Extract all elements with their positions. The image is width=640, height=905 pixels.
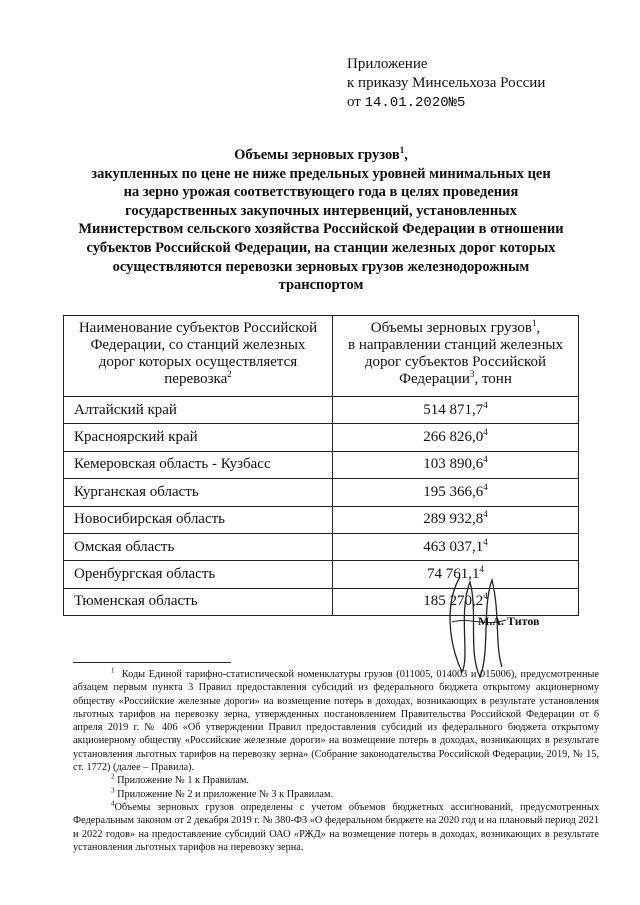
title-line: Объемы зерновых грузов$^1$,	[234, 145, 408, 163]
table-row	[64, 451, 579, 478]
volume-cell: 74 761,1$^4$	[333, 561, 579, 588]
title-line: государственных закупочных интервенций, установленных	[125, 202, 517, 219]
table-row	[64, 397, 579, 424]
region-cell: Красноярский край	[64, 424, 333, 451]
region-cell: Курганская область	[64, 479, 333, 506]
footnote-item: $^2$ Приложение № 1 к Правилам.	[111, 772, 249, 787]
table-row	[64, 533, 579, 560]
region-cell: Тюменская область	[64, 588, 333, 615]
footnote-item: $^3$ Приложение № 2 и приложение № 3 к Правилам.	[111, 786, 334, 800]
volume-cell: 266 826,0$^4$	[333, 424, 579, 451]
appendix-order: к приказу Минсельхоза России	[347, 75, 546, 91]
footnotes	[73, 668, 599, 854]
volume-cell: 463 037,1$^4$	[333, 533, 579, 560]
footnote-item: $^1$ Коды Единой тарифно-статистической номенклатуры грузов (011005, 014003 и 015006), предусмотренные абзацем первым пункта 3 Правил предоставления субсидий из федерального бюджета открытому акционерному обществу «Российские железные дороги» на возмещение потерь в доходах, возникающих в результате установления льготных тарифов на перевозку зерна, утвержденных постановлением Правительства Российской Федерации от 6 апреля 2019 г. № 406 «Об утверждении Правил предоставления субсидий из федерального бюджета открытому акционерному обществу «Российские железные дороги» на возмещение потерь в доходах, возникающих в результате установления льготных тарифов на перевозку зерна» (Собрание законодательства Российской Федерации, 2019, № 15, ст. 1772) (далее – Правила).	[73, 666, 599, 774]
footnote-mark: 2	[227, 369, 232, 379]
region-cell: Омская область	[64, 533, 333, 560]
title-line: на зерно урожая соответствующего года в целях проведения	[123, 184, 519, 201]
footnote-divider	[73, 662, 231, 663]
signer-name: М.А. Титов	[478, 614, 540, 628]
region-cell: Оренбургская область	[64, 561, 333, 588]
appendix-number: №5	[448, 95, 466, 111]
region-cell: Алтайский край	[64, 397, 333, 424]
header-region: Наименование субъектов Российской Федерации, со станций железных дорог которых осуществляется перевозка$^2$	[64, 316, 333, 397]
table-header-row	[64, 316, 579, 397]
table-row	[64, 479, 579, 506]
volume-cell: 514 871,7$^4$	[333, 397, 579, 424]
footnote-item: $^4$Объемы зерновых грузов определены с учетом объемов бюджетных ассигнований, предусмотренных Федеральным законом от 2 декабря 2019 г. № 380-ФЗ «О федеральном бюджете на 2020 год и на плановый период 2021 и 2022 годов» на предоставление субсидий ОАО «РЖД» на возмещение потерь в доходах, возникающих в результате установления льготных тарифов на перевозку зерна.	[73, 799, 599, 853]
appendix-date-line	[347, 93, 545, 113]
volume-cell: 195 366,6$^4$	[333, 479, 579, 506]
title-line: транспортом	[278, 277, 364, 294]
header-volume: Объемы зерновых грузов$^1$, в направлении станций железных дорог субъектов Российской Федерации$^3$, тонн	[333, 316, 579, 397]
title-line: осуществляются перевозки зерновых грузов железнодорожным	[112, 258, 530, 275]
table-row	[64, 506, 579, 533]
footnote-mark: 3	[469, 369, 475, 379]
region-cell: Кемеровская область - Кузбасс	[64, 451, 333, 478]
region-cell: Новосибирская область	[64, 506, 333, 533]
volume-cell: 103 890,6$^4$	[333, 451, 579, 478]
title-line: закупленных по цене не ниже предельных уровней минимальных цен	[91, 165, 551, 182]
document-title	[62, 146, 580, 295]
volume-cell: 289 932,8$^4$	[333, 506, 579, 533]
appendix-label: Приложение	[347, 56, 428, 72]
volume-cell: 185 270,2$^4$	[333, 588, 579, 615]
appendix-date-prefix: от	[347, 94, 361, 110]
appendix-header	[347, 55, 545, 113]
volumes-table	[63, 315, 579, 616]
footnote-mark: 1	[531, 318, 537, 328]
appendix-date: 14.01.2020	[364, 95, 449, 111]
title-line: субъектов Российской Федерации, на станции железных дорог которых	[86, 239, 556, 256]
table-row	[64, 424, 579, 451]
footnote-mark: 1	[399, 145, 405, 156]
title-line: Министерством сельского хозяйства Российской Федерации в отношении	[78, 221, 564, 238]
